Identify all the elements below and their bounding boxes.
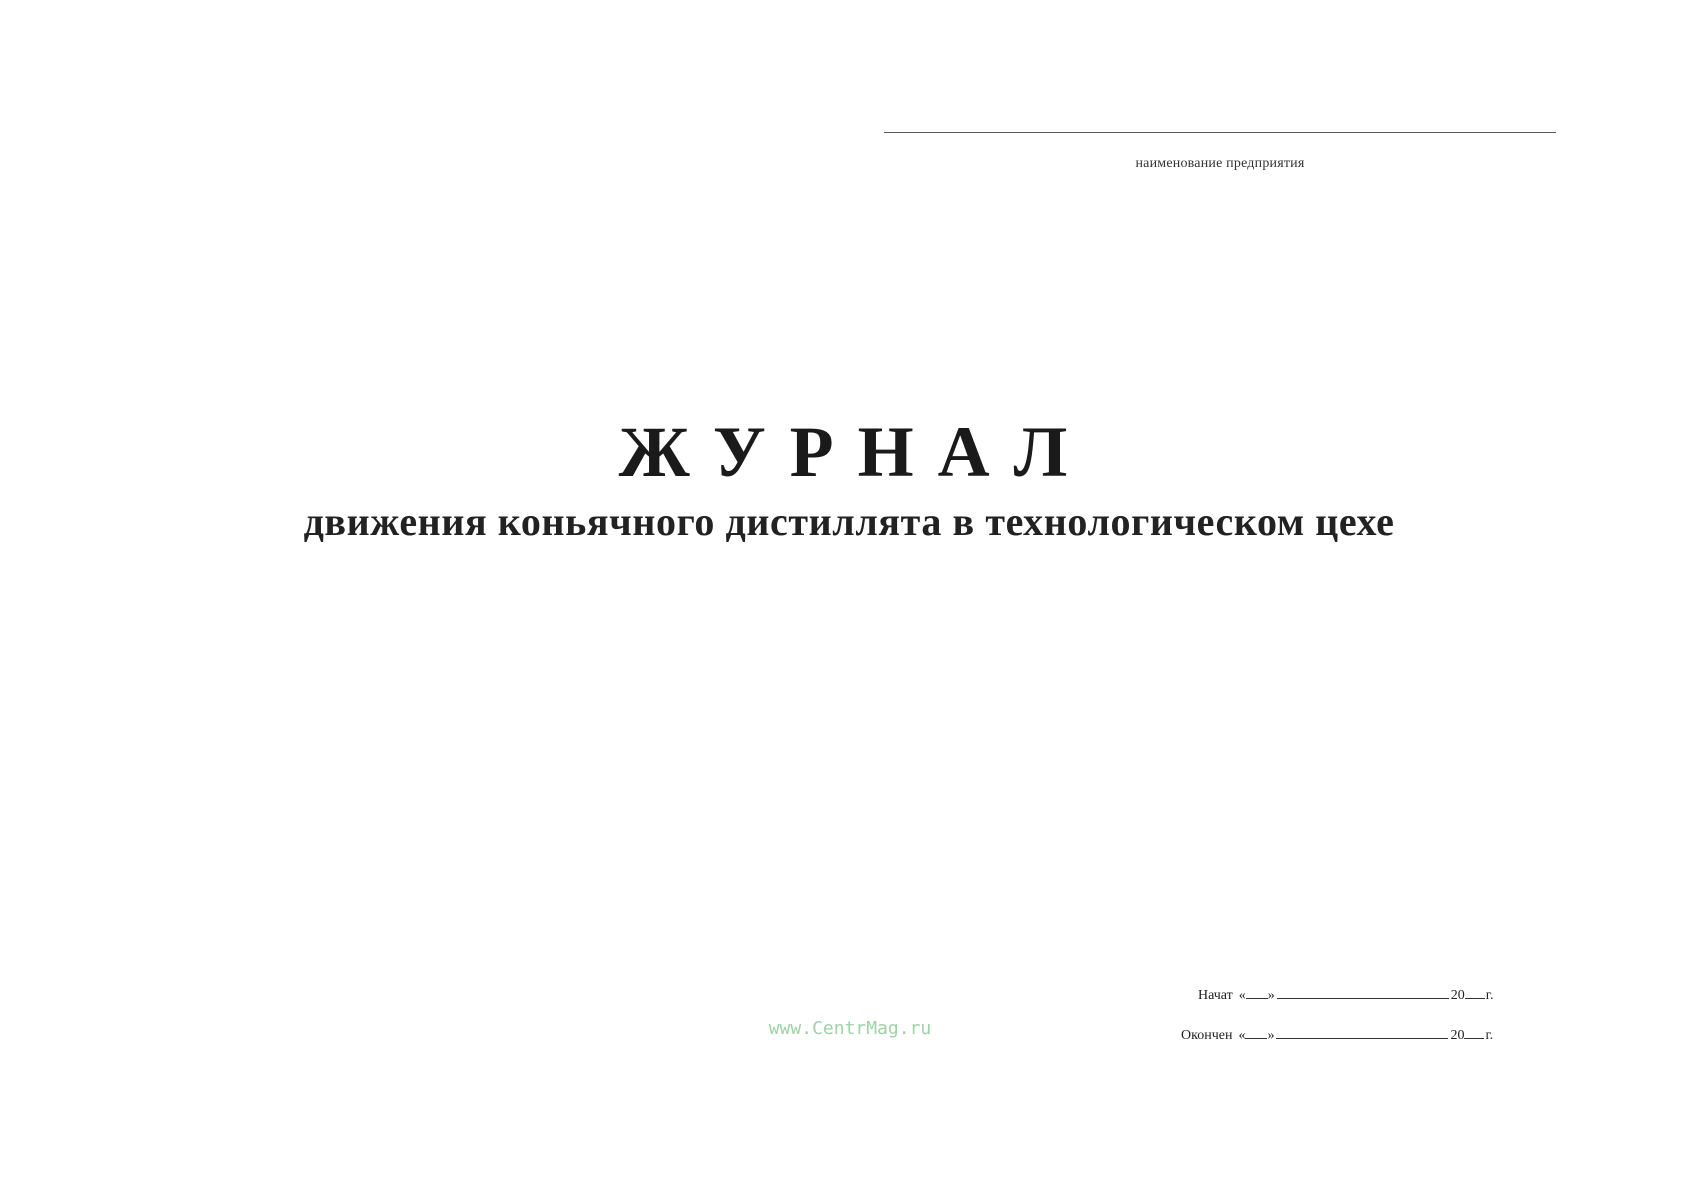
started-month-blank	[1277, 984, 1449, 999]
org-name-line	[884, 132, 1556, 133]
year-suffix: г.	[1485, 988, 1494, 1003]
quote-open: «	[1238, 988, 1246, 1003]
quote-close: »	[1267, 1028, 1275, 1043]
quote-close: »	[1267, 988, 1275, 1003]
year-suffix: г.	[1485, 1028, 1494, 1043]
finished-label: Окончен	[1181, 1028, 1233, 1043]
started-label: Начат	[1198, 988, 1233, 1003]
org-name-caption: наименование предприятия	[1135, 156, 1305, 171]
org-name-block	[884, 132, 1556, 171]
finished-date-row	[1181, 1024, 1493, 1046]
journal-title: ЖУРНАЛ	[618, 412, 1092, 492]
finished-month-blank	[1276, 1024, 1448, 1039]
started-date-row	[1198, 984, 1493, 1006]
year-prefix: 20	[1450, 1028, 1465, 1043]
finished-day-blank	[1245, 1024, 1267, 1039]
year-prefix: 20	[1450, 988, 1465, 1003]
started-year-blank	[1465, 984, 1485, 999]
journal-subtitle: движения коньячного дистиллята в технологическом цехе	[303, 499, 1395, 544]
quote-open: «	[1238, 1028, 1246, 1043]
watermark-text: www.CentrMag.ru	[768, 1018, 932, 1039]
started-day-blank	[1246, 984, 1268, 999]
finished-year-blank	[1464, 1024, 1484, 1039]
